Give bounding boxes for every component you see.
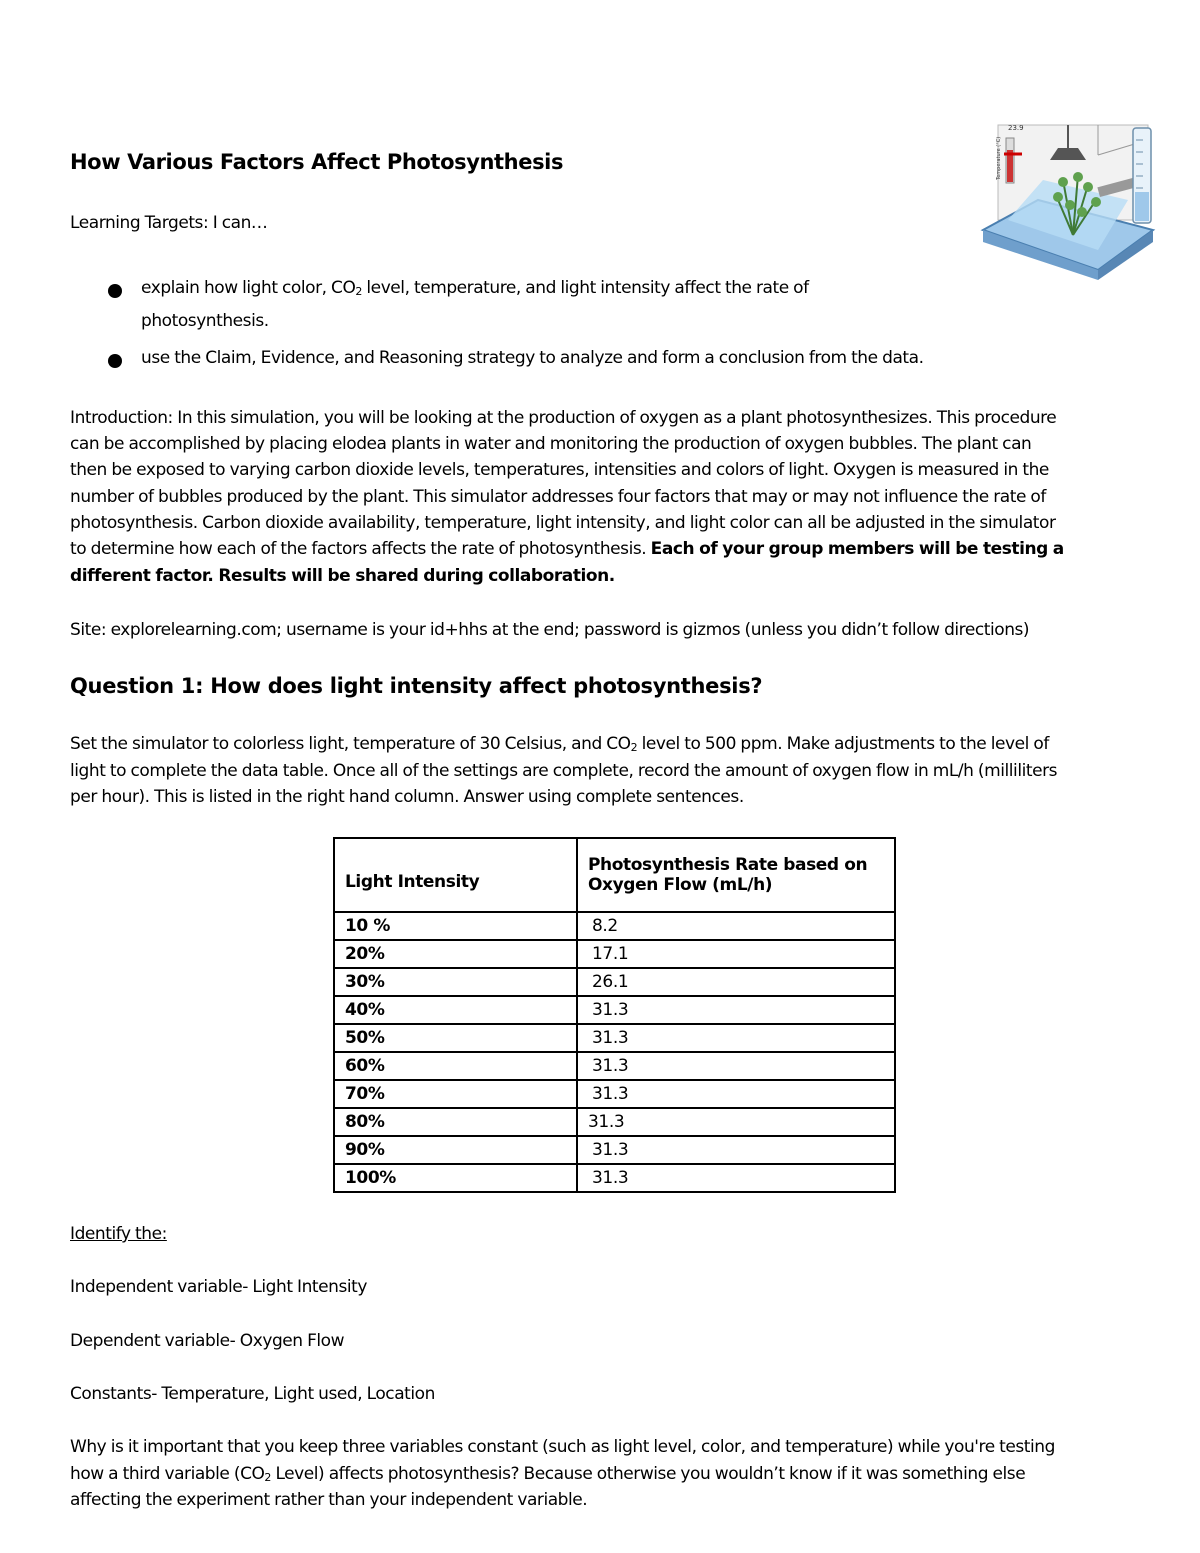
table-header-row (334, 838, 895, 912)
subscript: 2 (355, 285, 362, 298)
header-light-intensity (334, 838, 577, 912)
cell-intensity: 40% (334, 996, 577, 1024)
table-row (334, 1136, 895, 1164)
bullet-2-line-1: use the Claim, Evidence, and Reasoning strategy to analyze and form a conclusion from the data. (141, 348, 924, 368)
header-col2-line2: Oxygen Flow (mL/h) (588, 875, 773, 895)
gauge-value: 23.9 (1008, 124, 1024, 132)
cell-rate: 31.3 (577, 1136, 895, 1164)
constants: Constants- Temperature, Light used, Location (70, 1384, 435, 1404)
dependent-variable: Dependent variable- Oxygen Flow (70, 1331, 345, 1351)
photosynthesis-simulator-illustration (978, 120, 1158, 280)
table-row (334, 1024, 895, 1052)
table-row (334, 912, 895, 940)
cell-rate: 26.1 (577, 968, 895, 996)
bullet-1-text-b: level, temperature, and light intensity affect the rate of (361, 278, 809, 298)
why-text-a: how a third variable (CO (70, 1464, 265, 1484)
bullet-1-text-a: explain how light color, CO (141, 278, 356, 298)
identify-heading: Identify the: (70, 1224, 167, 1244)
cell-intensity: 20% (334, 940, 577, 968)
header-col2-line1: Photosynthesis Rate based on (588, 855, 868, 875)
cell-rate: 8.2 (577, 912, 895, 940)
intro-line-6-text: to determine how each of the factors affects the rate of photosynthesis. (70, 539, 651, 559)
cell-rate: 31.3 (577, 1164, 895, 1192)
cell-rate: 31.3 (577, 996, 895, 1024)
table-row (334, 1108, 895, 1136)
question-1-heading: Question 1: How does light intensity affect photosynthesis? (70, 674, 763, 698)
learning-targets-label: Learning Targets: I can… (70, 213, 268, 233)
cell-rate: 31.3 (577, 1108, 895, 1136)
table-row (334, 1164, 895, 1192)
cell-rate: 17.1 (577, 940, 895, 968)
subscript: 2 (264, 1471, 271, 1484)
why-line-3: affecting the experiment rather than your independent variable. (70, 1490, 588, 1510)
cell-rate: 31.3 (577, 1052, 895, 1080)
q1-text-a: Set the simulator to colorless light, temperature of 30 Celsius, and CO (70, 734, 631, 754)
question-1-line-1 (70, 734, 1049, 754)
table-row (334, 1052, 895, 1080)
bullet-icon (108, 354, 122, 368)
cell-intensity: 100% (334, 1164, 577, 1192)
table-row (334, 940, 895, 968)
q1-text-b: level to 500 ppm. Make adjustments to the level of (637, 734, 1049, 754)
intro-line-6-bold: Each of your group members will be testing a (650, 539, 1064, 559)
intro-line-1: Introduction: In this simulation, you will be looking at the production of oxygen as a plant photosynthesizes. This procedure (70, 408, 1057, 428)
site-info: Site: explorelearning.com; username is your id+hhs at the end; password is gizmos (unless you didn’t follow directions) (70, 620, 1030, 640)
cell-intensity: 90% (334, 1136, 577, 1164)
gauge-label: Temperature (°C) (996, 136, 1002, 180)
intro-line-4: number of bubbles produced by the plant. This simulator addresses four factors that may or may not influence the rate of (70, 487, 1046, 507)
table-row (334, 1080, 895, 1108)
data-table (333, 837, 896, 1193)
cell-rate: 31.3 (577, 1080, 895, 1108)
cell-intensity: 30% (334, 968, 577, 996)
header-photosynthesis-rate (577, 838, 895, 912)
intro-line-5: photosynthesis. Carbon dioxide availability, temperature, light intensity, and light color can all be adjusted in the simulator (70, 513, 1056, 533)
cell-intensity: 50% (334, 1024, 577, 1052)
why-line-2 (70, 1464, 1025, 1484)
bullet-1-line-1 (141, 278, 809, 298)
intro-line-6 (70, 539, 1064, 559)
independent-variable: Independent variable- Light Intensity (70, 1277, 367, 1297)
table-row (334, 968, 895, 996)
why-text-b: Level) affects photosynthesis? Because otherwise you wouldn’t know if it was something else (270, 1464, 1026, 1484)
table-row (334, 996, 895, 1024)
question-1-line-3: per hour). This is listed in the right hand column. Answer using complete sentences. (70, 787, 744, 807)
question-1-line-2: light to complete the data table. Once all of the settings are complete, record the amount of oxygen flow in mL/h (milliliters (70, 761, 1058, 781)
why-line-1: Why is it important that you keep three variables constant (such as light level, color, and temperature) while you're testing (70, 1437, 1055, 1457)
subscript: 2 (630, 741, 638, 754)
cell-rate: 31.3 (577, 1024, 895, 1052)
bullet-icon (108, 284, 122, 298)
cell-intensity: 60% (334, 1052, 577, 1080)
cell-intensity: 80% (334, 1108, 577, 1136)
cell-intensity: 10 % (334, 912, 577, 940)
intro-line-7: different factor. Results will be shared during collaboration. (70, 566, 615, 586)
bullet-1-line-2: photosynthesis. (141, 311, 269, 331)
intro-line-3: then be exposed to varying carbon dioxide levels, temperatures, intensities and colors of light. Oxygen is measured in the (70, 460, 1049, 480)
cell-intensity: 70% (334, 1080, 577, 1108)
document-title: How Various Factors Affect Photosynthesis (70, 150, 564, 174)
header-col1-text: Light Intensity (345, 872, 480, 892)
intro-line-2: can be accomplished by placing elodea plants in water and monitoring the production of oxygen bubbles. The plant can (70, 434, 1032, 454)
